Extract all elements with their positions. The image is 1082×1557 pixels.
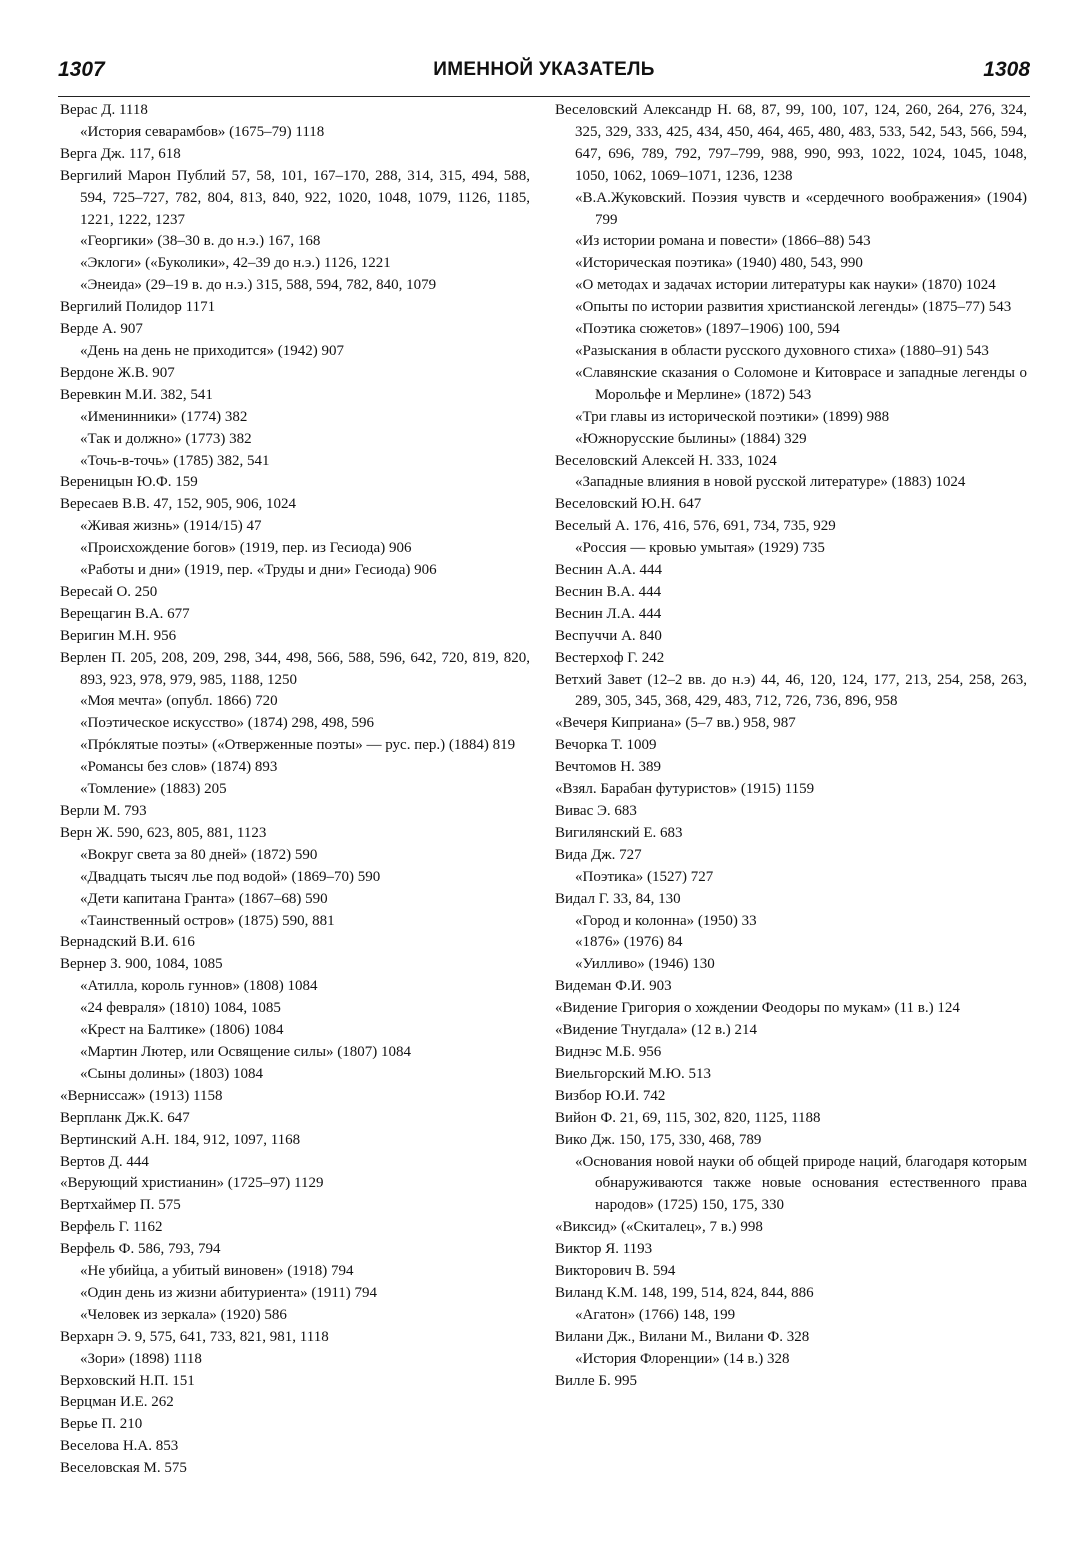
index-subentry: «Поэтическое искусство» (1874) 298, 498, 596: [80, 715, 374, 732]
index-subentry: «Георгики» (38–30 в. до н.э.) 167, 168: [80, 233, 321, 250]
page-number-right: 1308: [983, 58, 1030, 81]
index-entry: Веселовский Ю.Н. 647: [555, 496, 702, 513]
index-entry: «Взял. Барабан футуристов» (1915) 1159: [555, 781, 815, 798]
index-subentry: «Уилливо» (1946) 130: [575, 956, 715, 973]
index-column-right: [555, 100, 1027, 1392]
index-entry: Вертов Д. 444: [60, 1153, 149, 1170]
index-subentry: «Западные влияния в новой русской литературе» (1883) 1024: [575, 474, 966, 491]
index-entry: Виланд К.М. 148, 199, 514, 824, 844, 886: [555, 1284, 814, 1301]
index-entry: Виднэс М.Б. 956: [555, 1043, 662, 1060]
page-number-left: 1307: [58, 58, 105, 81]
index-entry: Верлен П. 205, 208, 209, 298, 344, 498, 566, 588, 596, 642, 720, 819, 820, 893, 923, 978, 979, 985, 1188, 1250: [60, 649, 530, 688]
index-subentry: «Таинственный остров» (1875) 590, 881: [80, 912, 335, 929]
page-title: ИМЕННОЙ УКАЗАТЕЛЬ: [433, 59, 655, 80]
index-subentry: «Основания новой науки об общей природе наций, благодаря которым обнаруживаются также новые основания естественного права народов» (1725) 150, 175, 330: [575, 1153, 1027, 1214]
index-subentry: «Зори» (1898) 1118: [80, 1350, 202, 1367]
index-entry: Веселова Н.А. 853: [60, 1438, 179, 1455]
index-entry: Вертинский А.Н. 184, 912, 1097, 1168: [60, 1131, 301, 1148]
index-entry: «Видение Григория о хождении Феодоры по мукам» (11 в.) 124: [555, 1000, 960, 1017]
index-entry: Верде А. 907: [60, 321, 143, 338]
index-entry: Верфель Г. 1162: [60, 1219, 163, 1236]
index-entry: Верн Ж. 590, 623, 805, 881, 1123: [60, 824, 267, 841]
index-subentry: «Живая жизнь» (1914/15) 47: [80, 518, 262, 535]
index-subentry: «День на день не приходится» (1942) 907: [80, 342, 344, 359]
index-entry: Вересай О. 250: [60, 583, 158, 600]
index-entry: Верещагин В.А. 677: [60, 605, 190, 622]
index-entry: Виктор Я. 1193: [555, 1241, 653, 1258]
index-subentry: «1876» (1976) 84: [575, 934, 683, 951]
index-subentry: «Работы и дни» (1919, пер. «Труды и дни» Гесиода) 906: [80, 562, 437, 579]
index-subentry: «Поэтика» (1527) 727: [575, 868, 714, 885]
index-entry: Вергилий Полидор 1171: [60, 299, 216, 316]
index-entry: Верли М. 793: [60, 803, 147, 819]
index-subentry: «Из истории романа и повести» (1866–88) 543: [575, 233, 871, 250]
index-subentry: «Романсы без слов» (1874) 893: [80, 759, 278, 776]
index-entry: Вереницын Ю.Ф. 159: [60, 474, 198, 491]
index-subentry: «Вокруг света за 80 дней» (1872) 590: [80, 846, 318, 863]
index-subentry: «В.А.Жуковский. Поэзия чувств и «сердечного воображения» (1904) 799: [575, 189, 1027, 228]
index-subentry: «Один день из жизни абитуриента» (1911) 794: [80, 1284, 378, 1301]
index-entry: Вилле Б. 995: [555, 1372, 638, 1389]
page-header: [58, 56, 1030, 97]
index-subentry: «Происхождение богов» (1919, пер. из Гесиода) 906: [80, 540, 412, 557]
index-subentry: «Эклоги» («Буколики», 42–39 до н.э.) 1126, 1221: [80, 255, 391, 272]
index-entry: Видал Г. 33, 84, 130: [555, 890, 681, 907]
index-subentry: «Крест на Балтике» (1806) 1084: [80, 1022, 284, 1039]
index-entry: Веселовский Александр Н. 68, 87, 99, 100, 107, 124, 260, 264, 276, 324, 325, 329, 333, 425, 434, 450, 464, 465, 480, 483, 533, 542, 543, 566, 594, 647, 696, 789, 792, 797–799, 988, 990, 993, 1022, 1024, 1045, 1048, 1050, 1062, 1069–1071, 1236, 1238: [555, 102, 1027, 184]
index-entry: Вивас Э. 683: [555, 803, 637, 819]
index-entry: Вертхаймер П. 575: [60, 1197, 181, 1214]
index-subentry: «24 февраля» (1810) 1084, 1085: [80, 1000, 281, 1017]
index-entry: Вердоне Ж.В. 907: [60, 364, 175, 381]
index-entry: Вергилий Марон Публий 57, 58, 101, 167–170, 288, 314, 315, 494, 588, 594, 725–727, 782, 804, 813, 840, 922, 1020, 1048, 1079, 1126, 1185, 1221, 1222, 1237: [60, 167, 530, 228]
index-entry: Вернер З. 900, 1084, 1085: [60, 956, 223, 973]
index-subentry: «Моя мечта» (опубл. 1866) 720: [80, 693, 278, 710]
index-entry: Вестерхоф Г. 242: [555, 649, 665, 666]
index-subentry: «Сыны долины» (1803) 1084: [80, 1065, 263, 1082]
index-subentry: «Точь-в-точь» (1785) 382, 541: [80, 452, 270, 469]
index-entry: Вересаев В.В. 47, 152, 905, 906, 1024: [60, 496, 296, 513]
index-entry: Вигилянский Е. 683: [555, 824, 683, 841]
index-entry: Вийон Ф. 21, 69, 115, 302, 820, 1125, 1188: [555, 1109, 821, 1126]
index-subentry: «Три главы из исторической поэтики» (1899) 988: [575, 408, 890, 425]
index-entry: Веснин В.А. 444: [555, 583, 662, 600]
index-subentry: «Славянские сказания о Соломоне и Китоврасе и западные легенды о Морольфе и Мерлине» (1872) 543: [575, 364, 1027, 403]
index-entry: «Виксид» («Скиталец», 7 в.) 998: [555, 1219, 763, 1236]
index-subentry: «Историческая поэтика» (1940) 480, 543, 990: [575, 255, 863, 272]
index-entry: Верхарн Э. 9, 575, 641, 733, 821, 981, 1118: [60, 1328, 329, 1345]
index-entry: Веспуччи А. 840: [555, 627, 662, 644]
index-entry: Верховский Н.П. 151: [60, 1372, 195, 1389]
index-subentry: «Человек из зеркала» (1920) 586: [80, 1306, 287, 1323]
index-entry: Вернадский В.И. 616: [60, 934, 195, 951]
index-column-left: [60, 100, 530, 1480]
index-subentry: «Мартин Лютер, или Освящение силы» (1807) 1084: [80, 1043, 412, 1060]
index-entry: Веселовская М. 575: [60, 1460, 187, 1477]
index-entry: Ветхий Завет (12–2 вв. до н.э) 44, 46, 120, 124, 177, 213, 254, 258, 263, 289, 305, 345, 368, 429, 483, 712, 726, 736, 896, 958: [555, 671, 1027, 710]
index-entry: Вида Дж. 727: [555, 846, 642, 863]
index-subentry: «Именинники» (1774) 382: [80, 408, 248, 425]
index-subentry: «Томление» (1883) 205: [80, 781, 227, 798]
index-subentry: «Энеида» (29–19 в. до н.э.) 315, 588, 594, 782, 840, 1079: [80, 277, 437, 294]
index-subentry: «История севарамбов» (1675–79) 1118: [80, 123, 325, 140]
index-subentry: «Агатон» (1766) 148, 199: [575, 1306, 736, 1323]
index-entry: «Верующий христианин» (1725–97) 1129: [60, 1175, 324, 1192]
index-entry: Вечтомов Н. 389: [555, 759, 662, 776]
index-subentry: «Россия — кровью умытая» (1929) 735: [575, 540, 825, 557]
index-subentry: «Город и колонна» (1950) 33: [575, 912, 757, 929]
index-entry: Вечорка Т. 1009: [555, 737, 657, 754]
index-entry: Веселый А. 176, 416, 576, 691, 734, 735, 929: [555, 518, 836, 535]
index-subentry: «Прóклятые поэты» («Отверженные поэты» — рус. пер.) (1884) 819: [80, 737, 516, 754]
index-entry: Веревкин М.И. 382, 541: [60, 386, 213, 403]
index-subentry: «Дети капитана Гранта» (1867–68) 590: [80, 890, 328, 907]
index-entry: Верпланк Дж.К. 647: [60, 1109, 190, 1126]
index-entry: Вико Дж. 150, 175, 330, 468, 789: [555, 1131, 762, 1148]
index-entry: Визбор Ю.И. 742: [555, 1087, 666, 1104]
index-entry: Виельгорский М.Ю. 513: [555, 1065, 712, 1082]
index-entry: Вилани Дж., Вилани М., Вилани Ф. 328: [555, 1328, 810, 1345]
index-entry: Видеман Ф.И. 903: [555, 978, 672, 995]
index-entry: Веснин Л.А. 444: [555, 605, 662, 622]
index-subentry: «Поэтика сюжетов» (1897–1906) 100, 594: [575, 321, 840, 338]
index-entry: Веригин М.Н. 956: [60, 627, 177, 644]
index-entry: «Вернисcаж» (1913) 1158: [60, 1087, 223, 1104]
index-subentry: «Двадцать тысяч лье под водой» (1869–70) 590: [80, 868, 381, 885]
index-entry: Верга Дж. 117, 618: [60, 145, 181, 162]
index-entry: Верас Д. 1118: [60, 102, 148, 118]
index-entry: Верье П. 210: [60, 1416, 143, 1433]
index-entry: Веснин А.А. 444: [555, 562, 662, 579]
index-entry: Веселовский Алексей Н. 333, 1024: [555, 452, 777, 469]
index-entry: «Вечеря Киприана» (5–7 вв.) 958, 987: [555, 715, 796, 732]
index-subentry: «О методах и задачах истории литературы как науки» (1870) 1024: [575, 277, 996, 294]
index-subentry: «Не убийца, а убитый виновен» (1918) 794: [80, 1263, 354, 1280]
index-subentry: «Опыты по истории развития христианской легенды» (1875–77) 543: [575, 299, 1012, 316]
index-entry: Викторович В. 594: [555, 1263, 676, 1280]
index-subentry: «История Флоренции» (14 в.) 328: [575, 1350, 790, 1367]
index-entry: Верфель Ф. 586, 793, 794: [60, 1241, 221, 1258]
index-subentry: «Разыскания в области русского духовного стиха» (1880–91) 543: [575, 342, 989, 359]
index-subentry: «Атилла, король гуннов» (1808) 1084: [80, 978, 318, 995]
index-subentry: «Так и должно» (1773) 382: [80, 430, 252, 447]
index-entry: «Видение Тнугдала» (12 в.) 214: [555, 1022, 758, 1039]
index-subentry: «Южнорусские былины» (1884) 329: [575, 430, 807, 447]
index-entry: Верцман И.Е. 262: [60, 1394, 174, 1411]
